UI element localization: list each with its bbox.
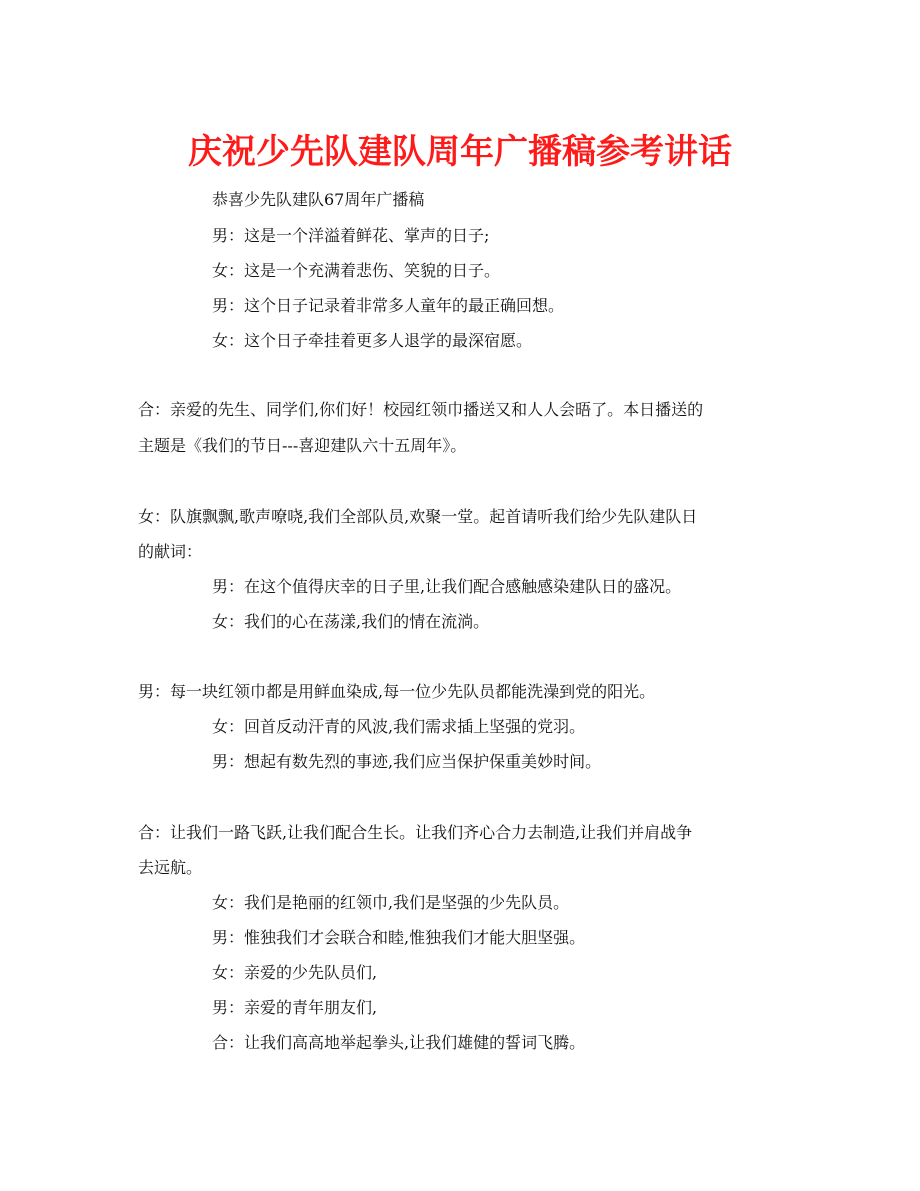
text-line: 男：亲爱的青年朋友们,: [212, 998, 378, 1017]
text-line: 男：这是一个洋溢着鲜花、掌声的日子;: [212, 226, 490, 245]
text-line: 女：我们的心在荡漾,我们的情在流淌。: [212, 612, 490, 631]
text-line: 女：队旗飘飘,歌声嘹哓,我们全部队员,欢聚一堂。起首请听我们给少先队建队日: [138, 507, 698, 526]
text-line: 男：想起有数先烈的事迹,我们应当保护保重美妙时间。: [212, 752, 602, 771]
text-line: 女：这是一个充满着悲伤、笑貌的日子。: [212, 261, 501, 280]
text-line: 合：让我们高高地举起拳头,让我们雄健的誓词飞腾。: [212, 1033, 586, 1052]
text-line: 女：这个日子牵挂着更多人退学的最深宿愿。: [212, 331, 533, 350]
text-line: 女：亲爱的少先队员们,: [212, 963, 378, 982]
text-line: 男：这个日子记录着非常多人童年的最正确回想。: [212, 296, 565, 315]
text-line: 男：在这个值得庆幸的日子里,让我们配合感触感染建队日的盛况。: [212, 577, 682, 596]
text-line: 合：让我们一路飞跃,让我们配合生长。让我们齐心合力去制造,让我们并肩战争: [138, 823, 693, 842]
text-line: 合：亲爱的先生、同学们,你们好！校园红领巾播送又和人人会晤了。本日播送的: [138, 400, 704, 419]
text-line: 主题是《我们的节日---喜迎建队六十五周年》。: [138, 436, 467, 455]
text-line: 去远航。: [138, 858, 203, 877]
page-title: 庆祝少先队建队周年广播稿参考讲话: [188, 132, 732, 172]
text-line: 男：惟独我们才会联合和睦,惟独我们才能大胆坚强。: [212, 928, 586, 947]
text-line: 恭喜少先队建队67周年广播稿: [212, 190, 425, 209]
text-line: 女：回首反动汗青的风波,我们需求插上坚强的党羽。: [212, 717, 586, 736]
text-line: 的献词：: [138, 542, 203, 561]
text-line: 女：我们是艳丽的红领巾,我们是坚强的少先队员。: [212, 893, 570, 912]
text-line: 男：每一块红领巾都是用鲜血染成,每一位少先队员都能洗澡到党的阳光。: [138, 682, 656, 701]
